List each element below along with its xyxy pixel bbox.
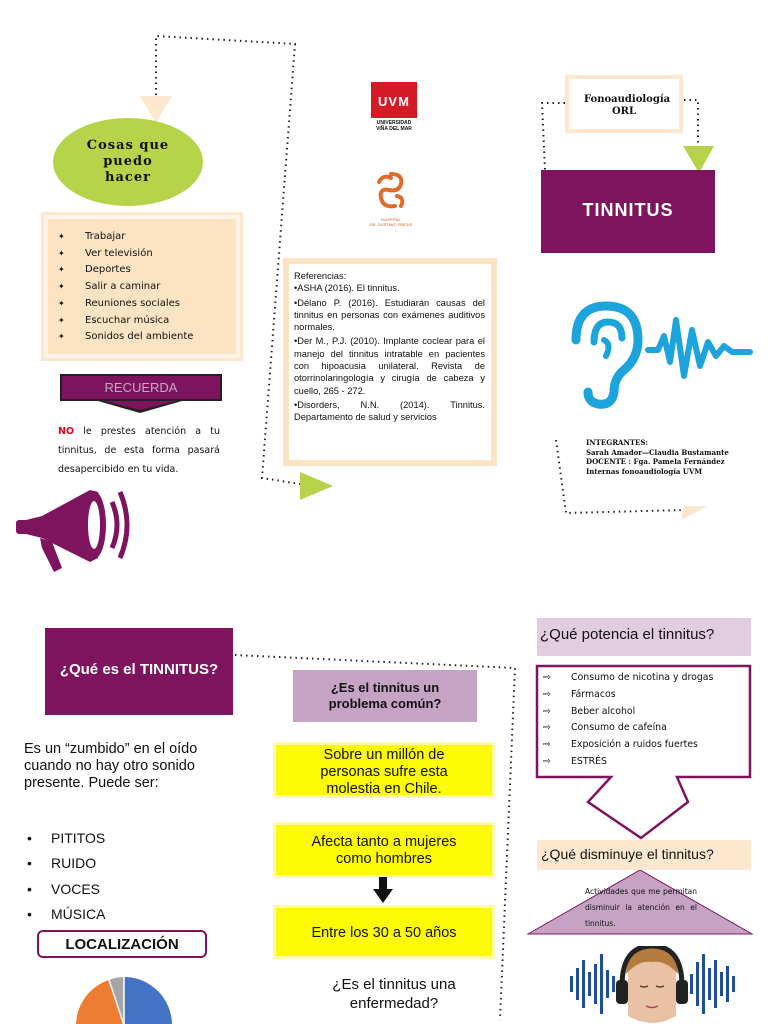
internas-line: Internas fonoaudiología UVM xyxy=(586,466,703,476)
types-list xyxy=(27,826,105,927)
arrow-bullet-icon: ⇨ xyxy=(543,722,551,734)
reference-item: •Der M., P.J. (2010). Implante coclear para el manejo del tinnitus intratable en pacientes con hipoacusia unilateral. Revista de otorrinolaringología y cirugía de cabeza y cuello, 265 - 272. xyxy=(294,336,485,396)
note-text: le prestes atención a tu tinnitus, de esta forma pasará desapercibido en tu vida. xyxy=(58,426,220,475)
list-item: ✦ Ver televisión xyxy=(58,246,240,263)
activities-box xyxy=(41,212,243,361)
things-title-oval xyxy=(53,118,203,206)
star-bullet-icon: ✦ xyxy=(58,232,65,241)
localization-label: LOCALIZACIÓN xyxy=(37,930,207,958)
person-headphones-image xyxy=(566,946,738,1024)
recuerda-banner: RECUERDA xyxy=(60,374,222,401)
list-item: ⇨ Beber alcohol xyxy=(543,704,713,721)
pie-chart-graphic xyxy=(74,975,174,1024)
star-bullet-icon: ✦ xyxy=(58,298,65,308)
reference-item: •ASHA (2016). El tinnitus. xyxy=(294,283,400,294)
triangle-pointer-3 xyxy=(681,506,708,520)
uvm-logo-mark: UVM xyxy=(371,82,417,118)
list-item: ✦ Salir a caminar xyxy=(58,279,240,296)
references-box xyxy=(283,258,497,466)
list-item: ⇨ Exposición a ruidos fuertes xyxy=(543,737,713,754)
reminder-note xyxy=(58,422,220,479)
hospital-caption-1: HOSPITAL xyxy=(381,217,401,222)
common-question: ¿Es el tinnitus un problema común? xyxy=(328,680,442,711)
list-item: ⇨ Consumo de cafeína xyxy=(543,720,713,737)
reference-item: •Délano P. (2016). Estudiarán causas del tinnitus en personas con exámenes auditivos normales. xyxy=(294,297,485,333)
pie-slice xyxy=(124,977,172,1024)
disease-question: ¿Es el tinnitus una enfermedad? xyxy=(332,976,456,1012)
list-item: ✦ Sonidos del ambiente xyxy=(58,329,240,346)
arrow-bullet-icon: ⇨ xyxy=(543,755,551,767)
uvm-logo xyxy=(371,82,417,132)
arrow-bullet-icon: ⇨ xyxy=(543,705,551,717)
list-item: ✦ Trabajar xyxy=(58,229,240,246)
integrantes-label: INTEGRANTES: xyxy=(586,438,649,447)
star-bullet-icon: ✦ xyxy=(58,265,65,275)
hospital-caption-2: DR. GUSTAVO FRICKE xyxy=(369,222,413,227)
dept-box xyxy=(565,75,683,133)
down-arrow-icon xyxy=(373,877,393,903)
star-bullet-icon: ✦ xyxy=(58,332,65,342)
list-item: • PITITOS xyxy=(27,826,105,851)
fact-box xyxy=(273,822,495,878)
references-heading: Referencias: xyxy=(294,271,347,281)
uvm-logo-caption: UNIVERSIDAD VIÑA DEL MAR xyxy=(376,120,412,132)
arrow-bullet-icon: ⇨ xyxy=(543,739,551,751)
things-title: Cosas que puedo hacer xyxy=(86,138,170,185)
triangle-pointer-green-2 xyxy=(683,146,714,173)
arrow-bullet-icon: ⇨ xyxy=(543,688,551,700)
what-is-title: ¿Qué es el TINNITUS? xyxy=(45,628,233,715)
potentiates-list xyxy=(543,670,713,771)
list-item: ✦ Escuchar música xyxy=(58,313,240,330)
hospital-logo xyxy=(362,168,420,227)
reference-item: •Disorders, N.N. (2014). Tinnitus. Departamento de salud y servicios xyxy=(294,399,485,423)
list-item: ⇨ Fármacos xyxy=(543,687,713,704)
fact-text: Afecta tanto a mujeres como hombres xyxy=(311,834,457,867)
no-emphasis: NO xyxy=(58,426,75,437)
megaphone-icon xyxy=(12,482,132,574)
common-question-box xyxy=(293,670,477,722)
fact-box xyxy=(273,905,495,959)
list-item: • RUIDO xyxy=(27,851,105,876)
down-arrow-fill xyxy=(104,401,176,410)
list-item: ✦ Reuniones sociales xyxy=(58,296,240,313)
what-is-description: Es un “zumbido” en el oído cuando no hay otro sonido presente. Puede ser: xyxy=(24,741,198,791)
star-bullet-icon: ✦ xyxy=(58,248,65,258)
dept-label: Fonoaudiología ORL xyxy=(584,94,671,117)
diminishes-text: Actividades que me permitan disminuir la atención en el tinnitus. xyxy=(585,887,697,928)
team-credits xyxy=(586,438,756,476)
list-item: ✦ Deportes xyxy=(58,262,240,279)
arrow-bullet-icon: ⇨ xyxy=(543,672,551,683)
list-item: ⇨ Consumo de nicotina y drogas xyxy=(543,670,713,687)
docente-line: DOCENTE : Fga. Pamela Fernández xyxy=(586,457,725,466)
hospital-emblem-icon xyxy=(369,168,413,212)
fact-text: Entre los 30 a 50 años xyxy=(311,925,457,941)
list-item: • MÚSICA xyxy=(27,902,105,927)
diminishes-title: ¿Qué disminuye el tinnitus? xyxy=(537,840,751,870)
fact-text: Sobre un millón de personas sufre esta molestia en Chile. xyxy=(320,747,448,797)
star-bullet-icon: ✦ xyxy=(58,315,65,325)
list-item: • VOCES xyxy=(27,877,105,902)
cover-title: TINNITUS xyxy=(541,170,715,253)
integrantes-names: Sarah Amador—Claudia Bustamante xyxy=(586,447,729,457)
ear-soundwave-icon xyxy=(566,300,756,412)
potentiates-title: ¿Qué potencia el tinnitus? xyxy=(537,618,751,656)
star-bullet-icon: ✦ xyxy=(58,282,65,292)
list-item: ⇨ ESTRÉS xyxy=(543,754,713,771)
activities-list xyxy=(44,215,240,346)
fact-box xyxy=(273,742,495,798)
triangle-pointer-green xyxy=(300,472,333,500)
